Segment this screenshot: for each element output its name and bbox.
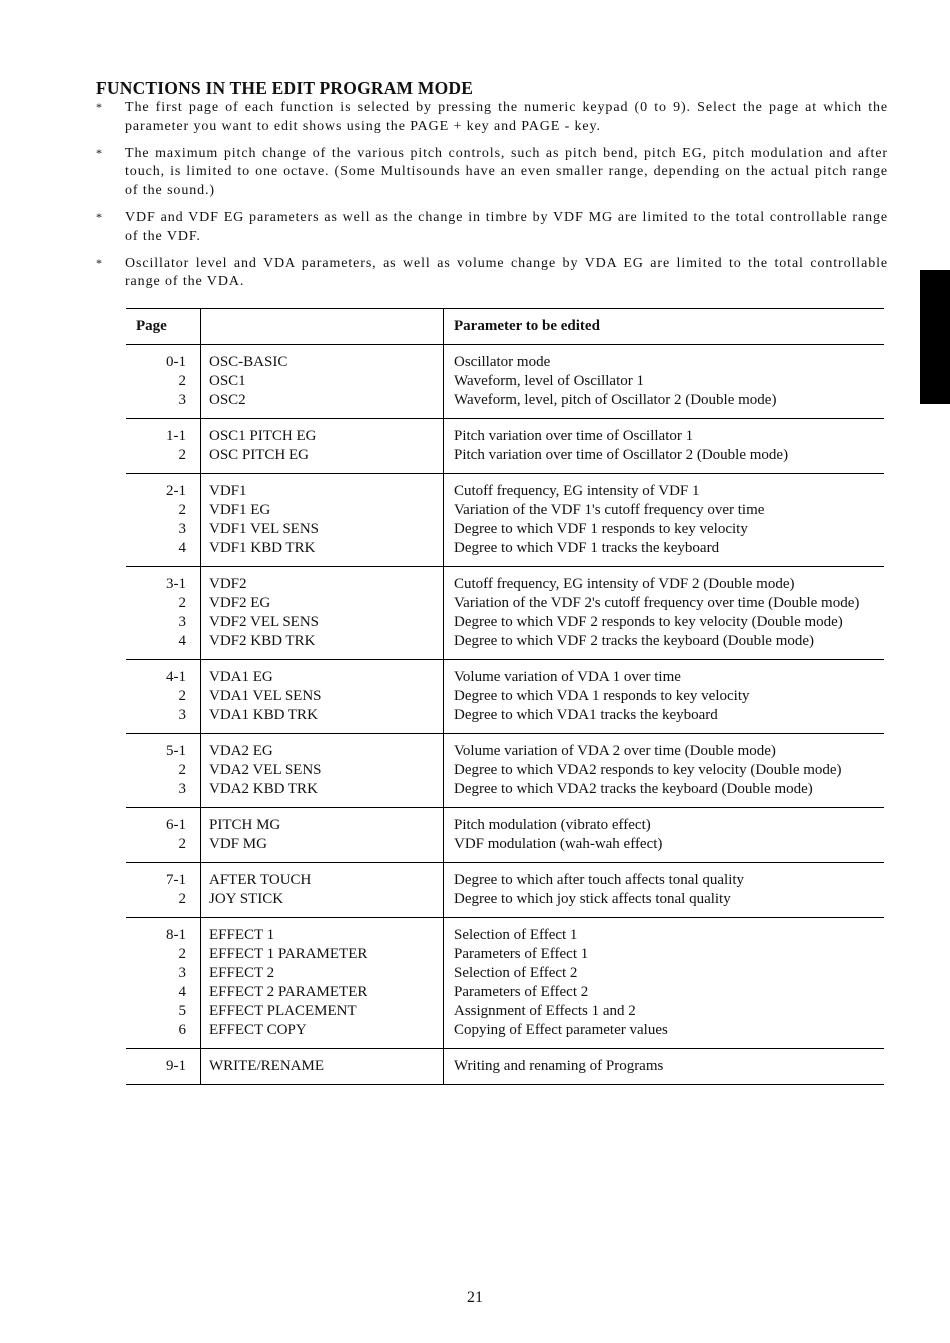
- parameter-table: [126, 308, 884, 1085]
- parameter-cell: [444, 419, 885, 474]
- page-cell-line: 3: [178, 521, 186, 537]
- parameter-cell-line: Variation of the VDF 1's cutoff frequency over time: [454, 502, 765, 518]
- parameter-cell-line: Pitch variation over time of Oscillator 2 (Double mode): [454, 447, 789, 463]
- parameter-cell-line: Variation of the VDF 2's cutoff frequency over time (Double mode): [454, 595, 860, 611]
- bullet-text: VDF and VDF EG parameters as well as the change in timbre by VDF MG are limited to the total controllable range of the VDF.: [125, 209, 888, 244]
- parameter-cell-line: Degree to which joy stick affects tonal quality: [454, 891, 731, 907]
- page-cell-line: 3: [178, 965, 186, 981]
- page-number: 21: [467, 1289, 483, 1306]
- function-cell: [201, 734, 444, 808]
- table-row: [126, 419, 884, 474]
- function-cell-line: PITCH MG: [209, 817, 281, 833]
- page-cell: [126, 660, 201, 734]
- page-cell: [126, 863, 201, 918]
- table-row: [126, 1049, 884, 1085]
- table-row: [126, 863, 884, 918]
- function-cell-line: JOY STICK: [209, 891, 284, 907]
- page-cell-line: 4: [178, 633, 186, 649]
- page-cell-line: 4: [178, 984, 186, 1000]
- page-cell-line: 5: [178, 1003, 186, 1019]
- parameter-cell-line: Degree to which VDF 2 tracks the keyboard (Double mode): [454, 633, 815, 649]
- function-cell: [201, 1049, 444, 1085]
- parameter-cell-line: Degree to which after touch affects tonal quality: [454, 872, 745, 888]
- function-cell-line: OSC1: [209, 373, 246, 389]
- page-cell-line: 1-1: [166, 428, 186, 444]
- parameter-cell-line: Degree to which VDA2 responds to key velocity (Double mode): [454, 762, 842, 778]
- function-cell-line: EFFECT 1 PARAMETER: [209, 946, 368, 962]
- page-cell-line: 3: [178, 781, 186, 797]
- parameter-cell: [444, 567, 885, 660]
- function-cell-line: VDA2 VEL SENS: [209, 762, 322, 778]
- function-cell-line: VDF2 EG: [209, 595, 271, 611]
- bullet-text: Oscillator level and VDA parameters, as well as volume change by VDA EG are limited to the total controllable range of the VDA.: [125, 255, 888, 290]
- page-cell-line: 8-1: [166, 927, 186, 943]
- parameter-cell-line: Assignment of Effects 1 and 2: [454, 1003, 636, 1019]
- function-cell-line: VDA1 EG: [209, 669, 273, 685]
- parameter-cell-line: VDF modulation (wah-wah effect): [454, 836, 663, 852]
- page-cell: [126, 419, 201, 474]
- function-cell-line: VDF2 KBD TRK: [209, 633, 316, 649]
- parameter-cell-line: Writing and renaming of Programs: [454, 1058, 664, 1074]
- bullet-item: [96, 209, 888, 246]
- parameter-cell-line: Degree to which VDF 1 tracks the keyboard: [454, 540, 720, 556]
- parameter-cell: [444, 345, 885, 419]
- bullet-item: [96, 99, 888, 136]
- parameter-cell-line: Pitch variation over time of Oscillator 1: [454, 428, 694, 444]
- function-cell-line: OSC1 PITCH EG: [209, 428, 317, 444]
- bullet-item: [96, 145, 888, 201]
- parameter-cell: [444, 660, 885, 734]
- parameter-cell-line: Waveform, level of Oscillator 1: [454, 373, 644, 389]
- page-cell-line: 2: [178, 946, 186, 962]
- page-cell-line: 2: [178, 836, 186, 852]
- parameter-cell-line: Copying of Effect parameter values: [454, 1022, 668, 1038]
- page-cell-line: 6-1: [166, 817, 186, 833]
- page-cell: [126, 808, 201, 863]
- table-row: [126, 808, 884, 863]
- parameter-cell: [444, 1049, 885, 1085]
- parameter-cell: [444, 734, 885, 808]
- table-row: [126, 474, 884, 567]
- function-cell-line: AFTER TOUCH: [209, 872, 312, 888]
- function-cell-line: VDF1 KBD TRK: [209, 540, 316, 556]
- function-cell-line: OSC-BASIC: [209, 354, 288, 370]
- page-cell-line: 2: [178, 688, 186, 704]
- function-cell-line: VDA2 EG: [209, 743, 273, 759]
- bullet-text: The first page of each function is selected by pressing the numeric keypad (0 to 9). Select the page at which the parameter you want to edit shows using the PAGE + key and PAGE - key.: [125, 100, 888, 134]
- page-cell: [126, 474, 201, 567]
- table-row: [126, 567, 884, 660]
- function-cell-line: VDF1 EG: [209, 502, 271, 518]
- page-cell-line: 2: [178, 595, 186, 611]
- function-cell: [201, 567, 444, 660]
- page-cell: [126, 567, 201, 660]
- function-cell-line: EFFECT PLACEMENT: [209, 1003, 357, 1019]
- parameter-cell-line: Selection of Effect 1: [454, 927, 578, 943]
- function-cell: [201, 419, 444, 474]
- function-cell-line: OSC2: [209, 392, 246, 408]
- bullet-list: [96, 99, 888, 300]
- function-cell-line: VDA1 KBD TRK: [209, 707, 318, 723]
- function-cell-line: EFFECT COPY: [209, 1022, 307, 1038]
- function-cell-line: VDF MG: [209, 836, 267, 852]
- function-cell: [201, 808, 444, 863]
- function-cell-line: EFFECT 2: [209, 965, 275, 981]
- table-row: [126, 734, 884, 808]
- chapter-tab-marker: [920, 270, 950, 404]
- bullet-text: The maximum pitch change of the various pitch controls, such as pitch bend, pitch EG, pitch modulation and after touch, is limited to one octave. (Some Multisounds have an even smaller range, depending on the actual pitch range of the sound.): [125, 145, 888, 198]
- parameter-cell-line: Degree to which VDA 1 responds to key velocity: [454, 688, 750, 704]
- table-header-row: [126, 309, 884, 345]
- function-cell: [201, 918, 444, 1049]
- page-cell-line: 7-1: [166, 872, 186, 888]
- page-cell-line: 3: [178, 614, 186, 630]
- function-cell-line: VDA2 KBD TRK: [209, 781, 318, 797]
- parameter-cell: [444, 808, 885, 863]
- function-cell-line: OSC PITCH EG: [209, 447, 310, 463]
- function-cell-line: EFFECT 1: [209, 927, 275, 943]
- page-cell: [126, 345, 201, 419]
- parameter-cell: [444, 918, 885, 1049]
- page-cell: [126, 1049, 201, 1085]
- page-cell-line: 0-1: [166, 354, 186, 370]
- function-cell: [201, 863, 444, 918]
- page-cell-line: 6: [178, 1022, 186, 1038]
- function-cell-line: VDF2: [209, 576, 247, 592]
- function-cell-line: VDF1 VEL SENS: [209, 521, 320, 537]
- parameter-cell-line: Degree to which VDF 1 responds to key velocity: [454, 521, 748, 537]
- page-cell-line: 2-1: [166, 483, 186, 499]
- bullet-asterisk: *: [96, 145, 103, 160]
- page-cell-line: 4: [178, 540, 186, 556]
- function-cell-line: EFFECT 2 PARAMETER: [209, 984, 368, 1000]
- page-cell-line: 2: [178, 373, 186, 389]
- page-cell: [126, 734, 201, 808]
- function-cell-line: WRITE/RENAME: [209, 1058, 324, 1074]
- table-row: [126, 345, 884, 419]
- page-cell-line: 3: [178, 392, 186, 408]
- page-cell-line: 9-1: [166, 1058, 186, 1074]
- header-parameter: Parameter to be edited: [444, 309, 885, 345]
- function-cell: [201, 474, 444, 567]
- parameter-cell-line: Oscillator mode: [454, 354, 551, 370]
- page-cell-line: 3-1: [166, 576, 186, 592]
- page-cell-line: 2: [178, 502, 186, 518]
- parameter-cell-line: Parameters of Effect 2: [454, 984, 589, 1000]
- section-heading: FUNCTIONS IN THE EDIT PROGRAM MODE: [96, 78, 474, 98]
- table-row: [126, 660, 884, 734]
- page-cell-line: 5-1: [166, 743, 186, 759]
- page-cell-line: 2: [178, 762, 186, 778]
- page-cell-line: 3: [178, 707, 186, 723]
- parameter-cell-line: Degree to which VDA2 tracks the keyboard (Double mode): [454, 781, 813, 797]
- page-cell-line: 2: [178, 447, 186, 463]
- parameter-cell-line: Waveform, level, pitch of Oscillator 2 (Double mode): [454, 392, 777, 408]
- parameter-cell-line: Cutoff frequency, EG intensity of VDF 2 (Double mode): [454, 576, 795, 592]
- parameter-cell-line: Degree to which VDF 2 responds to key velocity (Double mode): [454, 614, 843, 630]
- parameter-cell: [444, 863, 885, 918]
- parameter-cell-line: Volume variation of VDA 2 over time (Double mode): [454, 743, 776, 759]
- parameter-cell-line: Degree to which VDA1 tracks the keyboard: [454, 707, 718, 723]
- function-cell-line: VDA1 VEL SENS: [209, 688, 322, 704]
- parameter-cell-line: Volume variation of VDA 1 over time: [454, 669, 681, 685]
- parameter-cell-line: Cutoff frequency, EG intensity of VDF 1: [454, 483, 700, 499]
- function-cell: [201, 660, 444, 734]
- bullet-asterisk: *: [96, 100, 103, 114]
- parameter-cell-line: Parameters of Effect 1: [454, 946, 589, 962]
- function-cell-line: VDF1: [209, 483, 247, 499]
- page-cell-line: 2: [178, 891, 186, 907]
- parameter-cell-line: Pitch modulation (vibrato effect): [454, 817, 651, 833]
- function-cell: [201, 345, 444, 419]
- page-cell-line: 4-1: [166, 669, 186, 685]
- header-function: [201, 309, 444, 345]
- parameter-cell-line: Selection of Effect 2: [454, 965, 578, 981]
- bullet-asterisk: *: [96, 255, 103, 270]
- page-cell: [126, 918, 201, 1049]
- function-cell-line: VDF2 VEL SENS: [209, 614, 320, 630]
- header-page: Page: [126, 309, 201, 345]
- table-row: [126, 918, 884, 1049]
- bullet-item: [96, 255, 888, 292]
- parameter-cell: [444, 474, 885, 567]
- table-body: [126, 345, 884, 1085]
- bullet-asterisk: *: [96, 209, 103, 224]
